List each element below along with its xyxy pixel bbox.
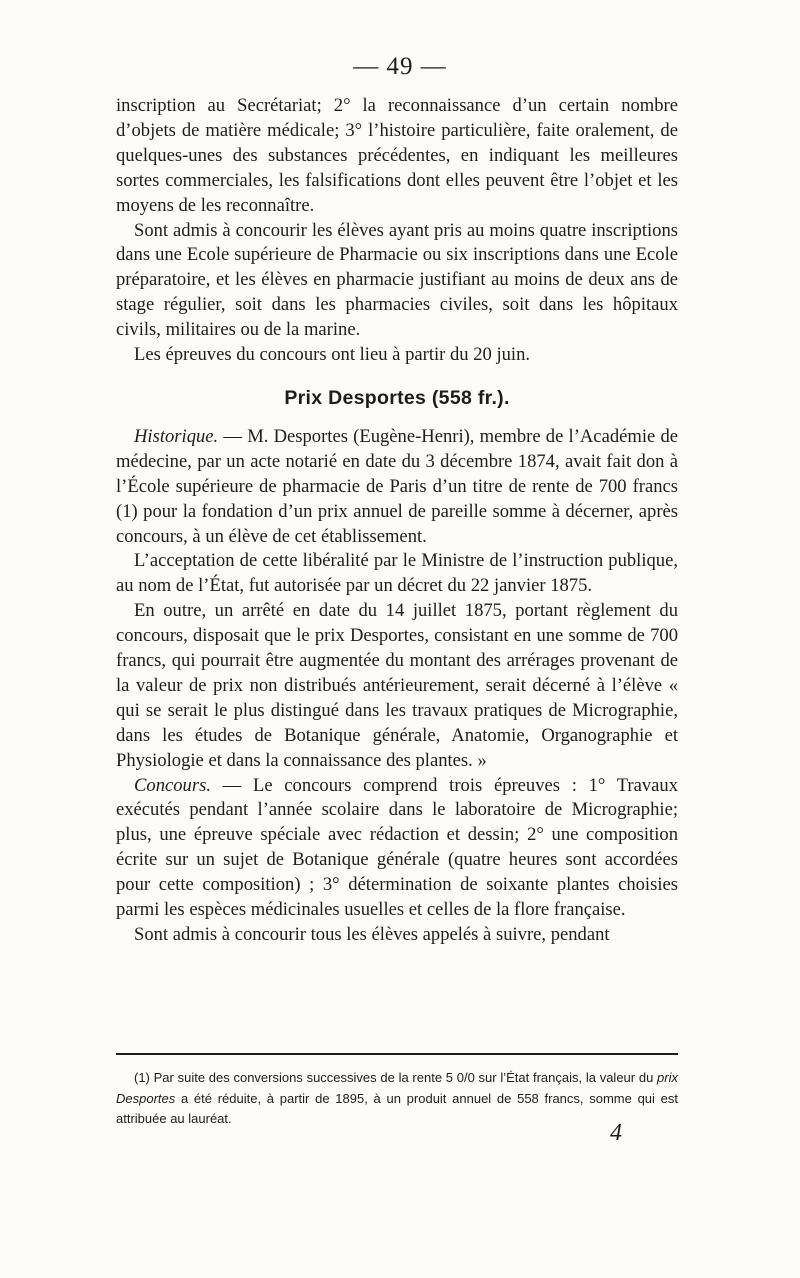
section-heading: Prix Desportes (558 fr.). <box>284 386 510 409</box>
footnote-text-2: a été réduite, à partir de 1895, à un produit annuel de 558 francs, somme qui est attribuée au lauréat. <box>116 1090 678 1126</box>
historique-label: Historique. <box>134 425 219 447</box>
concours-text: — Le concours comprend trois épreuves : 1° Travaux exécutés pendant l’année scolaire dans le laboratoire de Micrographie; plus, une épreuve spéciale avec rédaction et dessin; 2° une composition écrite sur un sujet de Botanique générale (quatre heures sont accordées pour cette composition) ; 3° détermination de soixante plantes choisies parmi les espèces médicinales usuelles et celles de la flore française. <box>116 774 678 921</box>
footnote-rule <box>116 1053 678 1055</box>
paragraph-3: Les épreuves du concours ont lieu à partir du 20 juin. <box>134 344 531 366</box>
paragraph-arrete: En outre, un arrêté en date du 14 juillet 1875, portant règlement du concours, disposait que le prix Desportes, consistant en une somme de 700 francs, qui pourrait être augmentée du montant des arrérages provenant de la valeur de prix non distribués antérieurement, serait décerné à l’élève « qui se serait le plus distingué dans les travaux pratiques de Micrographie, dans les études de Botanique générale, Anatomie, Organographie et Physiologie et dans la connaissance des plantes. » <box>116 600 678 771</box>
concours-label: Concours. <box>134 774 211 796</box>
paragraph-historique <box>116 425 678 550</box>
page-number: — 49 — <box>353 53 447 80</box>
historique-text: — M. Desportes (Eugène-Henri), membre de l’Académie de médecine, par un acte notarié en date du 3 décembre 1874, avait fait don à l’École supérieure de pharmacie de Paris d’un titre de rente de 700 francs (1) pour la fondation d’un prix annuel de pareille somme à décerner, après concours, à un élève de cet établissement. <box>116 425 678 547</box>
footnote-italic: prix Desportes <box>116 1070 678 1106</box>
paragraph-2: Sont admis à concourir les élèves ayant pris au moins quatre inscriptions dans une Ecole supérieure de Pharmacie ou six inscriptions dans une Ecole préparatoire, et les élèves en pharmacie justifiant au moins de deux ans de stage régulier, soit dans les pharmacies civiles, soit dans les hôpitaux civils, militaires ou de la marine. <box>116 219 678 341</box>
paragraph-admis: Sont admis à concourir tous les élèves appelés à suivre, pendant <box>134 924 610 945</box>
footnote <box>116 1068 678 1130</box>
signature-mark: 4 <box>610 1120 622 1146</box>
paragraph-1: inscription au Secrétariat; 2° la reconnaissance d’un certain nombre d’objets de matière médicale; 3° l’histoire particulière, faite oralement, de quelques-unes des substances précédentes, en indiquant les meilleures sortes commerciales, les falsifications dont elles peuvent être l’objet et les moyens de les reconnaître. <box>116 95 678 216</box>
paragraph-concours <box>116 774 678 923</box>
main-text <box>116 94 678 948</box>
footnote-text-1: (1) Par suite des conversions successives de la rente 5 0/0 sur l’État français, la valeur du <box>134 1070 658 1085</box>
paragraph-acceptation: L’acceptation de cette libéralité par le Ministre de l’instruction publique, au nom de l’État, fut autorisée par un décret du 22 janvier 1875. <box>116 550 678 597</box>
